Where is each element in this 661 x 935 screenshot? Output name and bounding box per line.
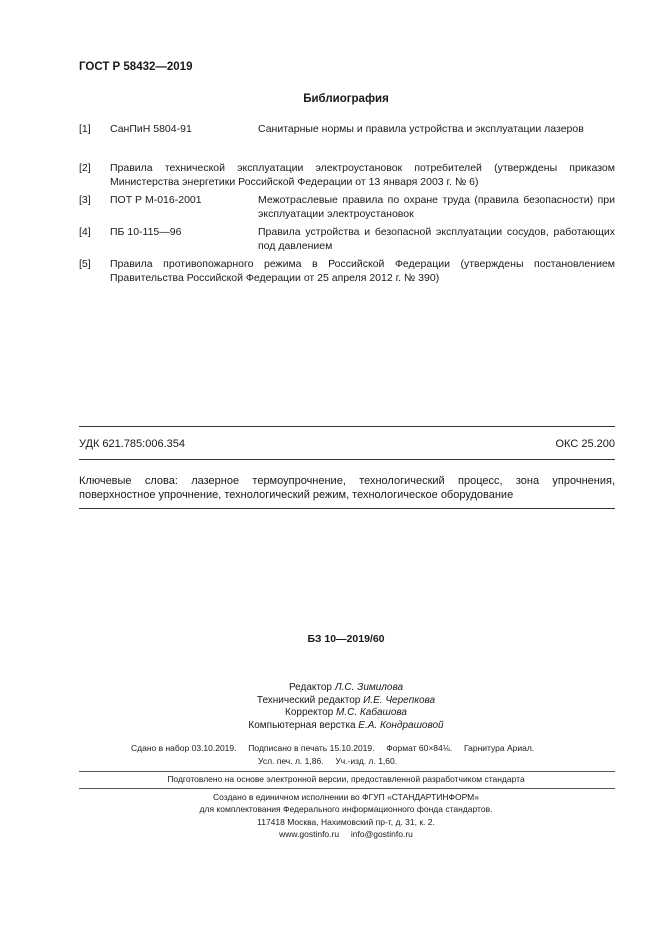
- divider-bottom: [79, 508, 615, 509]
- divider-print: [79, 771, 615, 772]
- credit-editor: Редактор Л.С. Зимилова: [288, 682, 404, 693]
- bib-entry-3: [0, 194, 661, 222]
- udk-code: УДК 621.785:006.354: [79, 438, 185, 450]
- bz-number: БЗ 10—2019/60: [307, 633, 385, 645]
- publisher-address: 117418 Москва, Нахимовский пр-т, д. 31, к. 2.: [257, 817, 435, 827]
- publisher-email-link[interactable]: info@gostinfo.ru: [350, 828, 413, 839]
- print-info-line2: Усл. печ. л. 1,86. Уч.-изд. л. 1,60.: [258, 756, 398, 766]
- bib-entry-desc: Правила противопожарного режима в Российской Федерации (утверждены постановлением Правительства Российской Федерации от 25 апреля 2012 г. № 390): [110, 258, 615, 284]
- credits-block: [0, 682, 661, 732]
- bib-entry-num: [4]: [79, 226, 91, 238]
- prepared-note: Подготовлено на основе электронной версии, предоставленной разработчиком стандарта: [167, 774, 525, 784]
- bib-entry-code: СанПиН 5804-91: [110, 123, 192, 135]
- bib-entry-2: [0, 162, 661, 190]
- divider-top: [79, 426, 615, 427]
- bib-entry-num: [3]: [79, 194, 91, 206]
- divider-publisher: [79, 788, 615, 789]
- bib-entry-1: [0, 123, 661, 137]
- publisher-web-link[interactable]: www.gostinfo.ru: [279, 828, 340, 839]
- oks-code: ОКС 25.200: [555, 438, 615, 450]
- bib-entry-4: [0, 226, 661, 254]
- bib-entry-num: [2]: [79, 162, 91, 174]
- bib-entry-num: [5]: [79, 258, 91, 270]
- bib-entry-code: ПОТ Р М-016-2001: [110, 194, 202, 206]
- credit-corrector: Корректор М.С. Кабашова: [285, 707, 407, 718]
- bib-entry-5: [0, 258, 661, 286]
- bib-entry-desc: Межотраслевые правила по охране труда (правила безопасности) при эксплуатации электроустановок: [258, 194, 615, 220]
- publisher-line2: для комплектования Федерального информационного фонда стандартов.: [199, 803, 493, 814]
- publisher-address-block: [0, 817, 661, 840]
- publisher-block: [0, 792, 661, 815]
- bib-entry-desc: Правила устройства и безопасной эксплуатации сосудов, работающих под давлением: [258, 226, 615, 252]
- bibliography-title: Библиография: [303, 93, 389, 105]
- publisher-contacts: [0, 829, 661, 841]
- publisher-line1: Создано в единичном исполнении во ФГУП «СТАНДАРТИНФОРМ»: [212, 792, 479, 802]
- standard-number: ГОСТ Р 58432—2019: [79, 61, 193, 73]
- bib-entry-num: [1]: [79, 123, 91, 135]
- print-info-line1: Сдано в набор 03.10.2019. Подписано в печать 15.10.2019. Формат 60×84⅛. Гарнитура Ариал.: [131, 743, 535, 753]
- credit-layout: Компьютерная верстка Е.А. Кондрашовой: [248, 719, 444, 731]
- keywords: Ключевые слова: лазерное термоупрочнение, технологический процесс, зона упрочнения, поверхностное упрочнение, технологический режим, технологическое оборудование: [79, 475, 615, 501]
- bib-entry-desc: Правила технической эксплуатации электроустановок потребителей (утверждены приказом Министерства энергетики Российской Федерации от 13 января 2003 г. № 6): [110, 162, 615, 188]
- credit-tech-editor: Технический редактор И.Е. Черепкова: [256, 694, 436, 706]
- bib-entry-desc: Санитарные нормы и правила устройства и эксплуатации лазеров: [258, 123, 584, 135]
- bib-entry-code: ПБ 10-115—96: [110, 226, 182, 238]
- divider-middle: [79, 459, 615, 460]
